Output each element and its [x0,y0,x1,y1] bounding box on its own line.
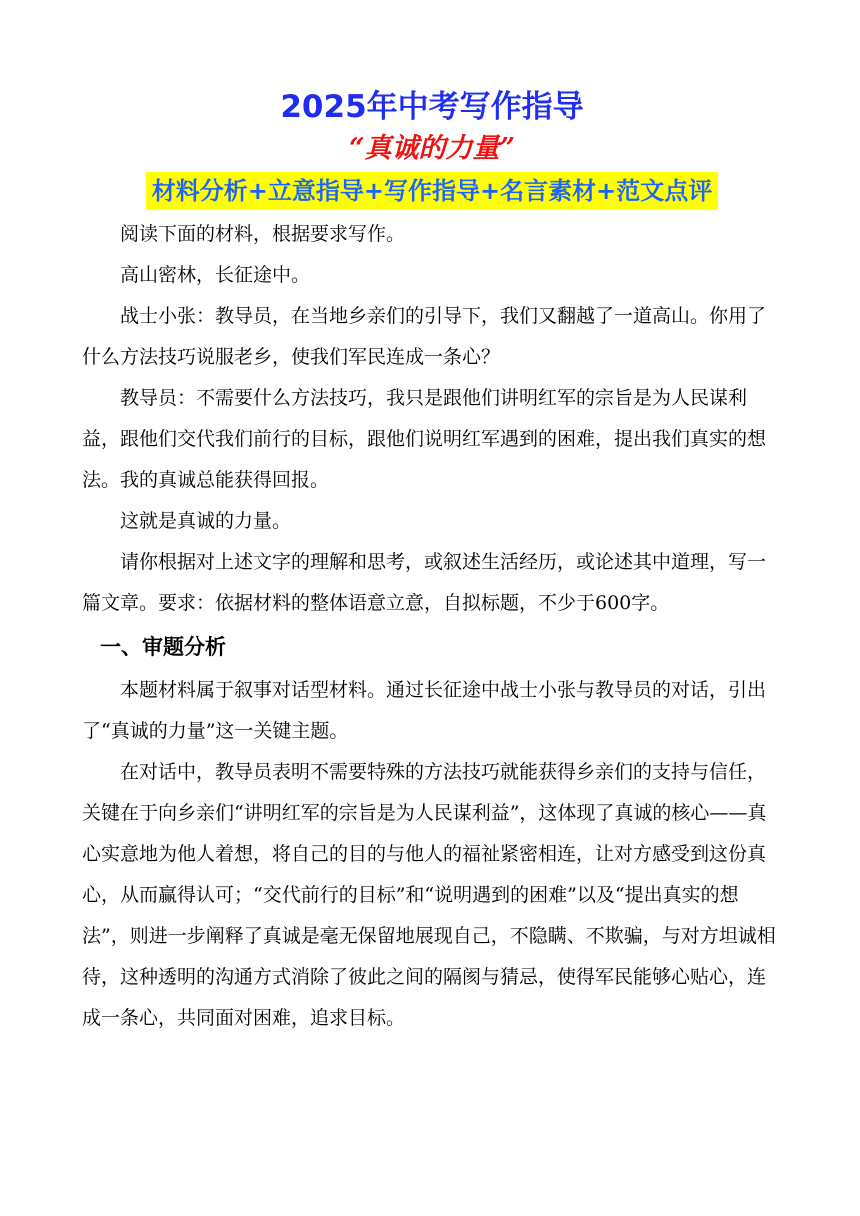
prompt-paragraph: 高山密林，长征途中。 [120,264,311,286]
document-title: 2025年中考写作指导 [280,89,584,125]
prompt-paragraph: 阅读下面的材料，根据要求写作。 [120,223,406,245]
prompt-paragraph: 这就是真诚的力量。 [120,510,292,532]
highlight-banner-row [82,172,782,214]
section-heading: 一、审题分析 [100,635,226,659]
analysis-paragraph: 本题材料属于叙事对话型材料。通过长征途中战士小张与教导员的对话，引出了“真诚的力量”这一关键主题。 [82,679,767,742]
document-subtitle: “真诚的力量” [348,133,516,164]
highlight-banner: 材料分析+立意指导+写作指导+名言素材+范文点评 [146,172,718,210]
prompt-paragraph: 战士小张：教导员，在当地乡亲们的引导下，我们又翻越了一道高山。你用了什么方法技巧说服老乡，使我们军民连成一条心？ [82,305,767,368]
prompt-paragraph: 教导员：不需要什么方法技巧，我只是跟他们讲明红军的宗旨是为人民谋利益，跟他们交代我们前行的目标，跟他们说明红军遇到的困难，提出我们真实的想法。我的真诚总能获得回报。 [82,387,767,491]
document-page [82,74,782,1039]
analysis-paragraph: 在对话中，教导员表明不需要特殊的方法技巧就能获得乡亲们的支持与信任，关键在于向乡亲们“讲明红军的宗旨是为人民谋利益”，这体现了真诚的核心——真心实意地为他人着想，将自己的目的与他人的福祉紧密相连，让对方感受到这份真心，从而赢得认可；“交代前行的目标”和“说明遇到的困难”以及“提出真实的想法”，则进一步阐释了真诚是毫无保留地展现自己，不隐瞒、不欺骗，与对方坦诚相待，这种透明的沟通方式消除了彼此之间的隔阂与猜忌，使得军民能够心贴心，连成一条心，共同面对困难，追求目标。 [82,761,776,1029]
prompt-paragraph: 请你根据对上述文字的理解和思考，或叙述生活经历，或论述其中道理，写一篇文章。要求：依据材料的整体语意立意，自拟标题，不少于600字。 [82,551,767,614]
